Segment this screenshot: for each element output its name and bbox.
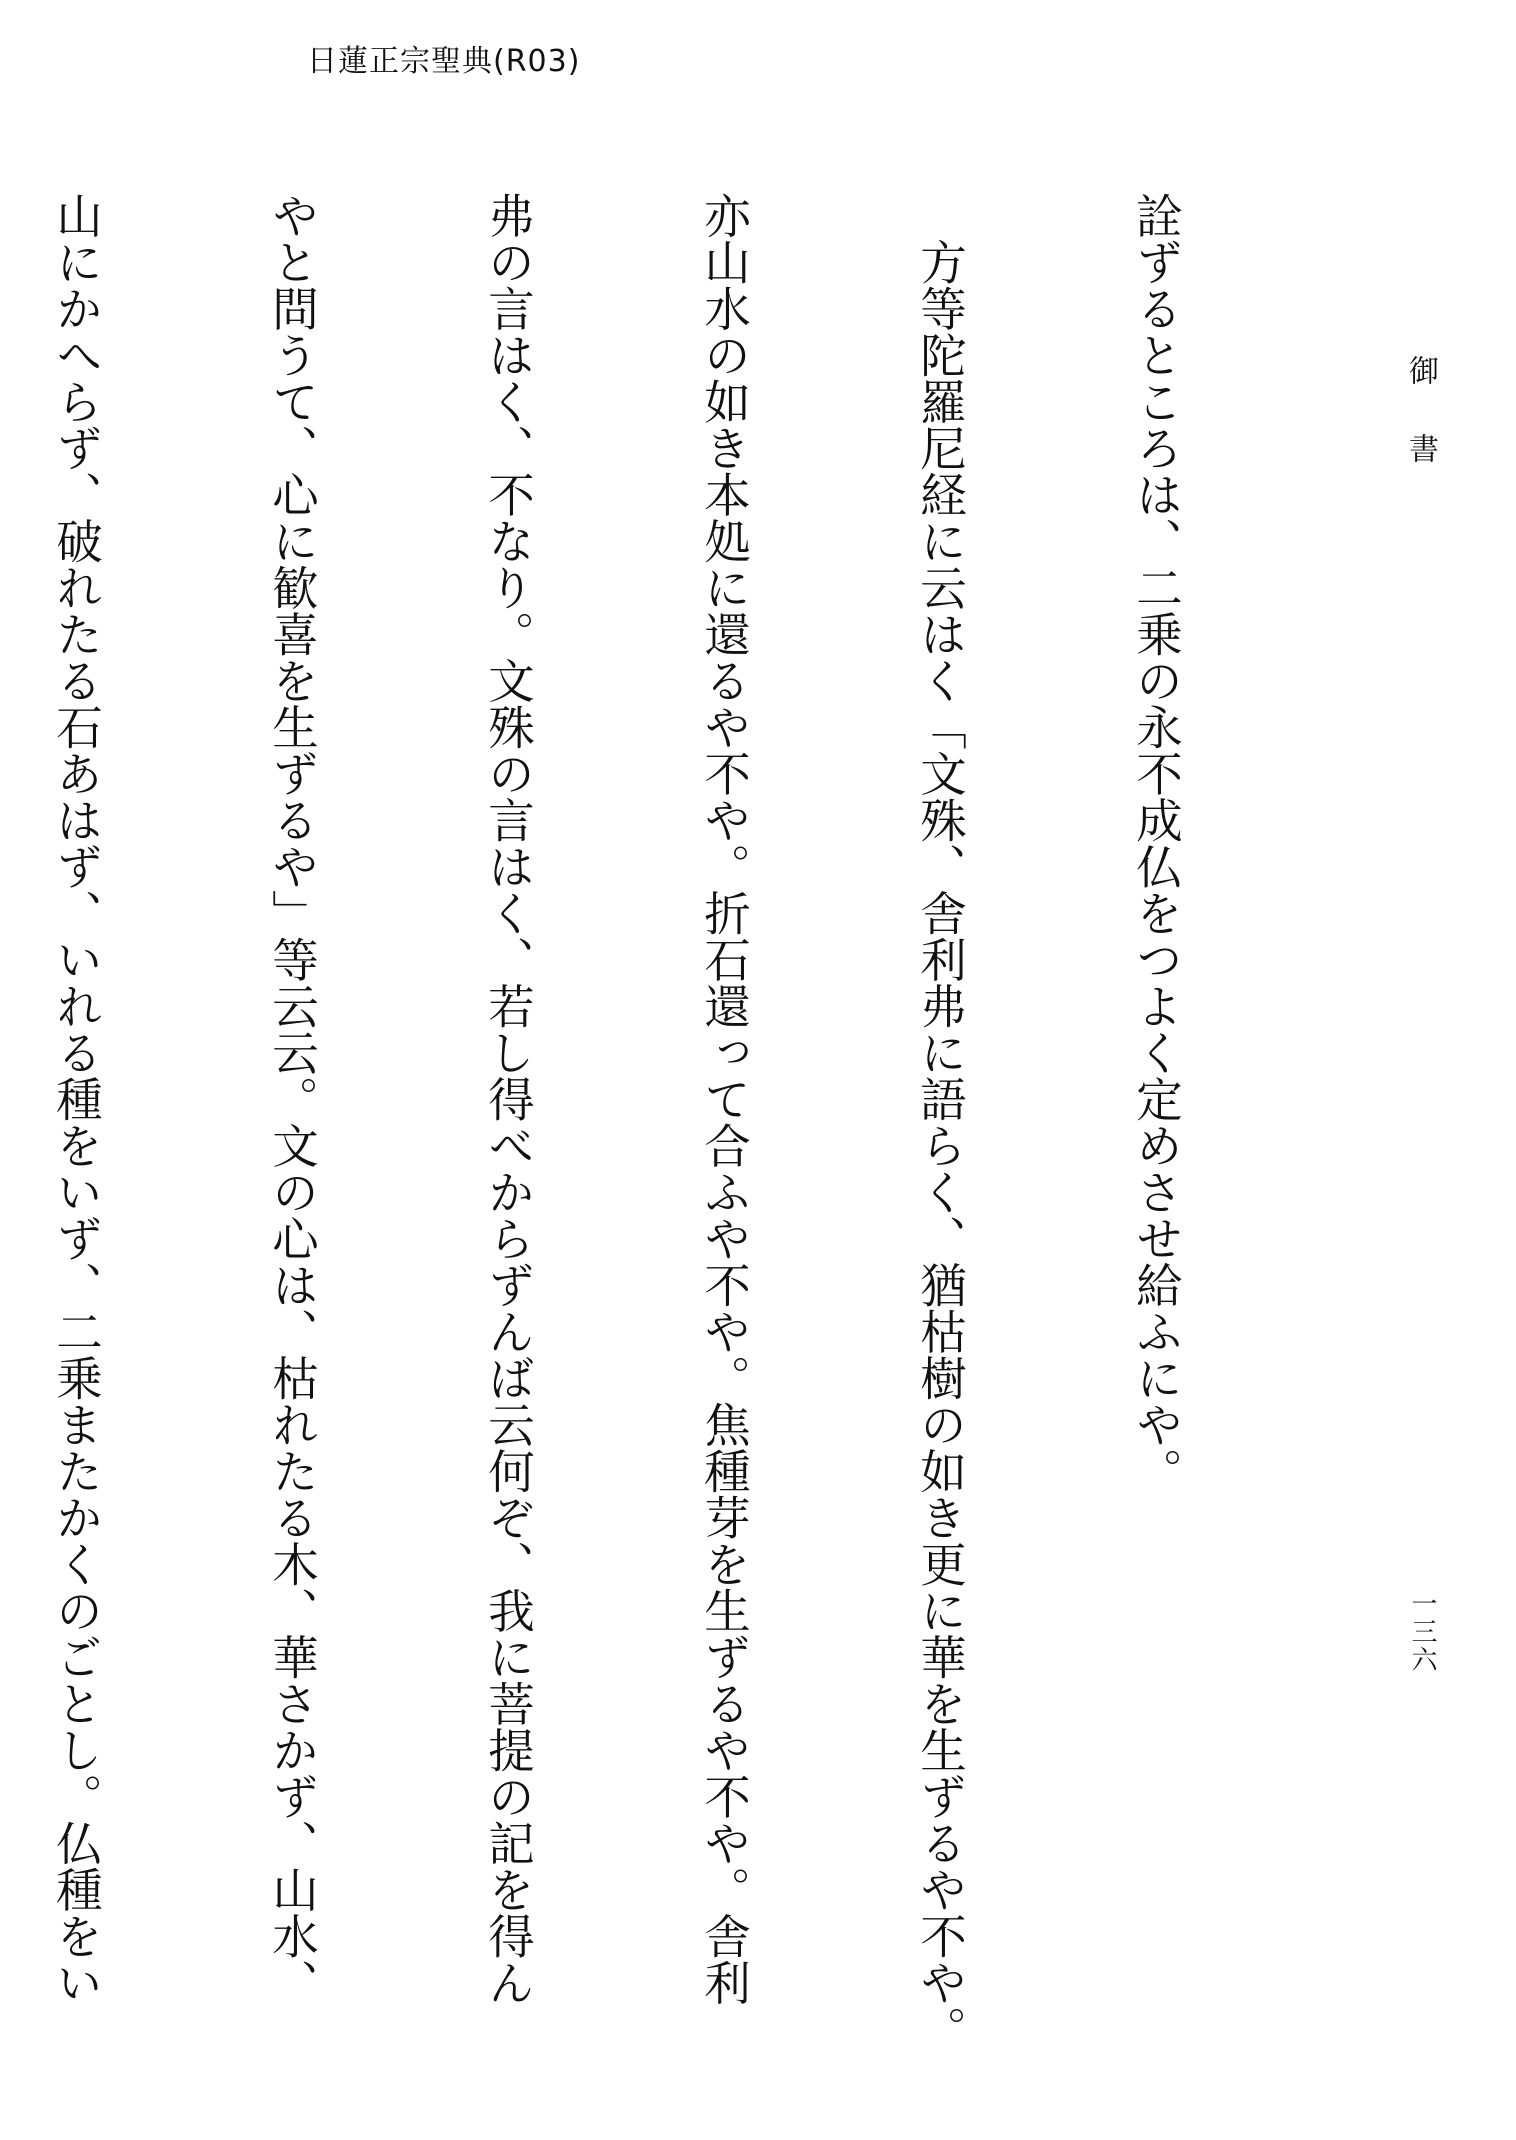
text-line: 弗の言はく、不なり。文殊の言はく、若し得べからずんば云何ぞ、我に菩提の記を得ん	[481, 192, 535, 2006]
page-number: 一三六	[1407, 1590, 1437, 1674]
text-line: 亦山水の如き本処に還るや不や。折石還って合ふや不や。焦種芽を生ずるや不や。舎利	[697, 192, 751, 2006]
document-title: 日蓮正宗聖典(R03)	[307, 44, 581, 79]
text-line: やと問うて、心に歓喜を生ずるや」等云云。文の心は、枯れたる木、華さかず、山水、	[265, 192, 319, 2006]
text-line: 詮ずるところは、二乗の永不成仏をつよく定めさせ給ふにや。	[1129, 192, 1183, 1494]
vertical-body-text	[0, 192, 1336, 2072]
text-line: 山にかへらず、破れたる石あはず、いれる種をいず、二乗またかくのごとし。仏種をい	[49, 192, 103, 2006]
text-line: 方等陀羅尼経に云はく「文殊、舎利弗に語らく、猶枯樹の如き更に華を生ずるや不や。	[913, 192, 967, 2052]
section-title: 御書	[1403, 355, 1438, 511]
